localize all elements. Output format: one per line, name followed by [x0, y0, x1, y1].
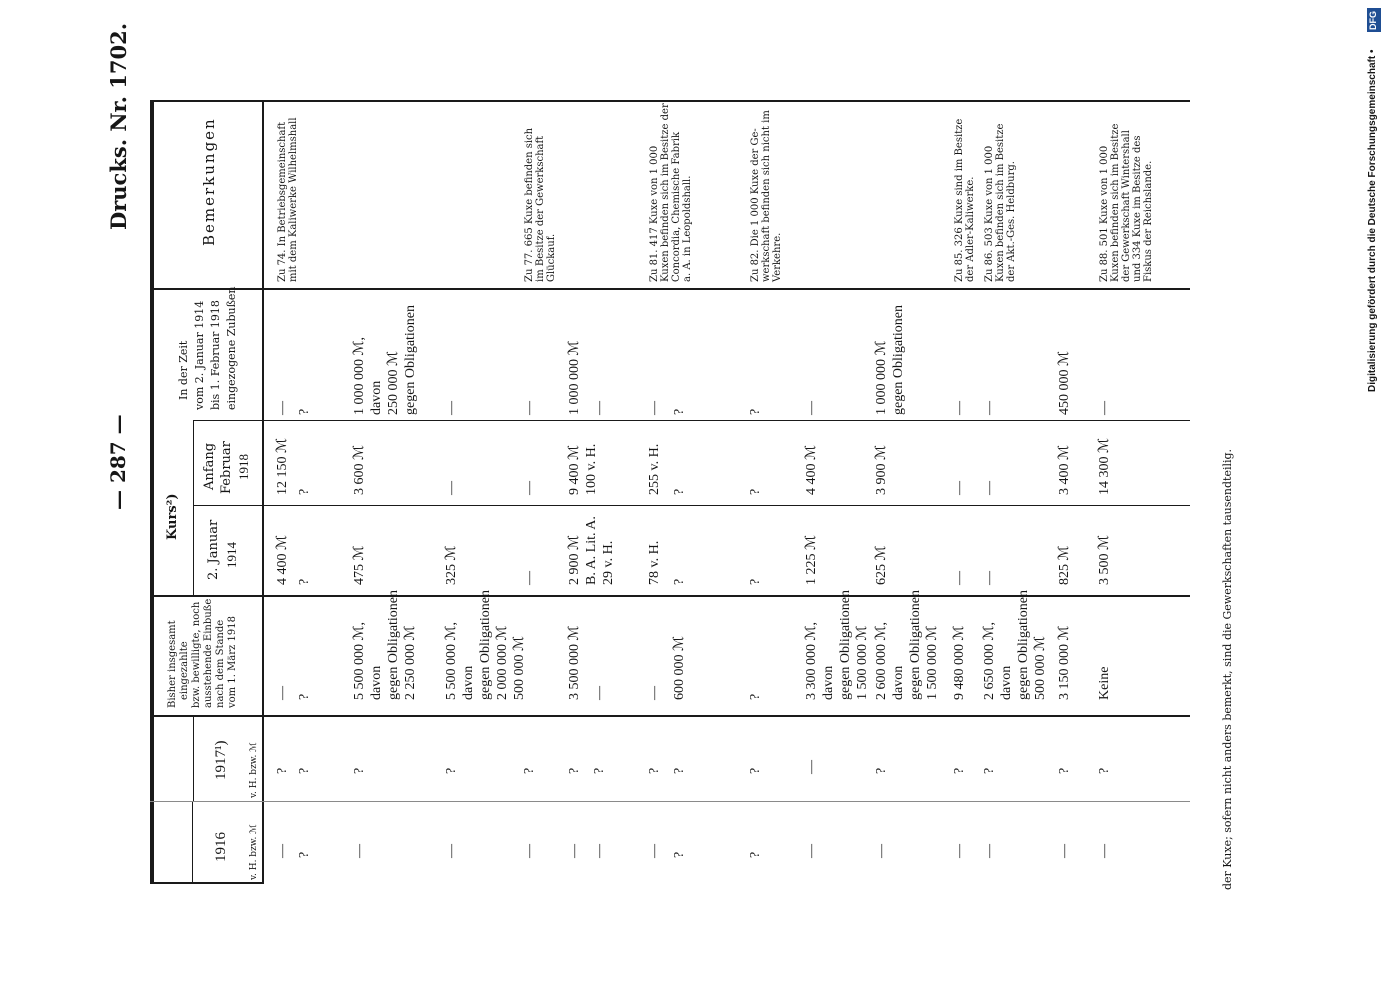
cell-remark: und 334 Kuxe im Besitze des [1132, 135, 1143, 282]
cell-jan1914: 325 ℳ [444, 545, 459, 585]
cell-feb1918: ? [297, 488, 312, 495]
cell-paid: 3 300 000 ℳ, [804, 622, 819, 700]
cell-y1917: ? [982, 767, 997, 774]
cell-y1916: — [804, 844, 819, 858]
cell-zubussen: — [647, 401, 662, 415]
digitization-credit: Digitalisierung gefördert durch die Deutsche Forschungsgemeinschaft • [1367, 49, 1378, 392]
page-number: — 287 — [106, 414, 130, 510]
cell-paid: 2 000 000 ℳ [495, 625, 510, 700]
cell-jan1914: 625 ℳ [874, 545, 889, 585]
dfg-logo: DFG [1367, 8, 1381, 32]
col-header-1916: 1916 [213, 832, 229, 862]
cell-paid: — [647, 686, 662, 700]
cell-feb1918: — [952, 481, 967, 495]
cell-zubussen: — [1097, 401, 1112, 415]
cell-remark: Kuxen befinden sich im Besitze [995, 123, 1006, 282]
col-header-zubussen-3: bis 1. Februar 1918 [209, 300, 222, 410]
cell-remark: Verkehre. [772, 232, 783, 282]
cell-feb1918: 3 400 ℳ [1057, 445, 1072, 495]
cell-jan1914: — [952, 571, 967, 585]
col-header-paid-1: Bisher insgesamt [167, 620, 178, 708]
cell-y1916: — [1057, 844, 1072, 858]
cell-feb1918: — [522, 481, 537, 495]
cell-paid: ? [748, 693, 763, 700]
cell-zubussen: 1 000 000 ℳ, [352, 337, 367, 415]
cell-remark: Kuxen befinden sich im Besitze [1110, 123, 1121, 282]
cell-feb1918: ? [748, 488, 763, 495]
cell-y1916: — [592, 844, 607, 858]
cell-remark: im Besitze der Gewerkschaft [535, 135, 546, 282]
cell-zubussen: ? [672, 408, 687, 415]
cell-y1917: ? [647, 767, 662, 774]
cell-y1916: — [952, 844, 967, 858]
cell-paid: 1 500 000 ℳ [925, 625, 940, 700]
cell-remark: Zu 81. 417 Kuxe von 1 000 [649, 145, 660, 282]
cell-remark: Zu 77. 665 Kuxe befinden sich [524, 127, 535, 282]
cell-feb1918: 4 400 ℳ [804, 445, 819, 495]
col-header-paid-6: vom 1. März 1918 [227, 616, 238, 708]
cell-paid: 5 500 000 ℳ, [352, 622, 367, 700]
cell-jan1914: 78 v. H. [647, 540, 662, 585]
cell-y1917: ? [567, 767, 582, 774]
cell-y1917: ? [672, 767, 687, 774]
cell-y1916: — [444, 844, 459, 858]
cell-paid: davon [821, 665, 836, 700]
cell-zubussen: — [952, 401, 967, 415]
cell-y1917: — [804, 760, 819, 774]
col-subheader-1917: v. H. bzw. ℳ [249, 742, 259, 798]
cell-zubussen: — [982, 401, 997, 415]
cell-zubussen: — [522, 401, 537, 415]
cell-zubussen: — [275, 401, 290, 415]
cell-paid: davon [891, 665, 906, 700]
cell-remark: Concordia, Chemische Fabrik [671, 131, 682, 282]
cell-zubussen: — [592, 401, 607, 415]
cell-jan1914: 4 400 ℳ [275, 535, 290, 585]
cell-paid: 3 500 000 ℳ [567, 625, 582, 700]
cell-y1916: — [647, 844, 662, 858]
cell-paid: davon [369, 665, 384, 700]
cell-remark: der Akt.-Ges. Heldburg. [1006, 161, 1017, 282]
cell-remark: Kuxen befinden sich im Besitze der [660, 103, 671, 282]
cell-jan1914: 2 900 ℳ [567, 535, 582, 585]
cell-y1917: ? [275, 767, 290, 774]
col-header-feb1918-1: Anfang [202, 442, 217, 490]
col-header-paid-3: bzw. bewilligte, noch [191, 601, 202, 708]
cell-remark: Fiskus der Reichslande. [1143, 160, 1154, 282]
cell-paid: gegen Obligationen [908, 589, 923, 700]
cell-paid: 2 650 000 ℳ, [982, 622, 997, 700]
cell-remark: der Gewerkschaft Wintershall [1121, 130, 1132, 282]
cell-jan1914: 1 225 ℳ [804, 535, 819, 585]
col-header-zubussen-1: In der Zeit [177, 340, 190, 400]
cell-paid: gegen Obligationen [386, 589, 401, 700]
cell-jan1914: ? [748, 578, 763, 585]
cell-paid: 5 500 000 ℳ, [444, 622, 459, 700]
cell-feb1918: 9 400 ℳ [567, 445, 582, 495]
cell-zubussen: gegen Obligationen [891, 304, 906, 415]
cell-jan1914: 29 v. H. [601, 540, 616, 585]
col-header-paid-5: nach dem Stande [215, 619, 226, 708]
cell-feb1918: 14 300 ℳ [1097, 438, 1112, 495]
cell-y1917: ? [952, 767, 967, 774]
cell-remark: mit dem Kaliwerke Wilhelmshall [288, 117, 299, 282]
cell-y1916: — [522, 844, 537, 858]
cell-jan1914: 475 ℳ [352, 545, 367, 585]
cell-zubussen: 1 000 000 ℳ [874, 340, 889, 415]
cell-jan1914: B. A. Lit. A. [584, 516, 599, 585]
cell-jan1914: — [982, 571, 997, 585]
col-header-kurs: Kurs²) [165, 493, 180, 540]
col-header-paid-4: ausstehende Einbuße [203, 598, 214, 708]
cell-paid: Keine [1097, 666, 1112, 700]
cell-remark: Zu 85. 326 Kuxe sind im Besitze [954, 118, 965, 282]
cell-paid: — [275, 686, 290, 700]
cell-remark: Glückauf. [546, 233, 557, 282]
cell-y1916: — [874, 844, 889, 858]
cell-remark: der Adler-Kaliwerke. [965, 176, 976, 282]
col-header-feb1918-3: 1918 [236, 454, 251, 480]
cell-paid: — [592, 686, 607, 700]
cell-y1917: ? [874, 767, 889, 774]
col-header-1917: 1917¹) [213, 740, 229, 780]
cell-paid: 500 000 ℳ [512, 636, 527, 700]
col-header-bemerkungen: Bemerkungen [200, 117, 218, 246]
cell-feb1918: — [982, 481, 997, 495]
cell-y1917: ? [444, 767, 459, 774]
cell-remark: Zu 88. 501 Kuxe von 1 000 [1099, 145, 1110, 282]
cell-feb1918: 255 v. H. [647, 443, 662, 495]
cell-paid: ? [297, 693, 312, 700]
col-subheader-1916: v. H. bzw. ℳ [249, 824, 259, 880]
cell-zubussen: ? [297, 408, 312, 415]
cell-paid: 3 150 000 ℳ [1057, 625, 1072, 700]
cell-paid: davon [999, 665, 1014, 700]
cell-y1917: ? [592, 767, 607, 774]
cell-zubussen: — [804, 401, 819, 415]
cell-y1917: ? [748, 767, 763, 774]
cell-y1916: — [982, 844, 997, 858]
cell-paid: gegen Obligationen [1016, 589, 1031, 700]
cell-zubussen: gegen Obligationen [403, 304, 418, 415]
cell-zubussen: davon [369, 380, 384, 415]
cell-y1916: — [352, 844, 367, 858]
cell-paid: davon [461, 665, 476, 700]
drucksache-number: Drucks. Nr. 1702. [106, 22, 131, 230]
cell-paid: 1 500 000 ℳ [855, 625, 870, 700]
cell-y1916: — [567, 844, 582, 858]
cell-y1916: ? [748, 851, 763, 858]
cell-feb1918: 3 600 ℳ [352, 445, 367, 495]
cell-jan1914: 3 500 ℳ [1097, 535, 1112, 585]
cell-remark: Zu 86. 503 Kuxe von 1 000 [984, 145, 995, 282]
col-header-paid-2: eingezahlte [179, 641, 190, 700]
cell-paid: 600 000 ℳ [672, 636, 687, 700]
cell-feb1918: ? [672, 488, 687, 495]
cell-y1917: ? [1057, 767, 1072, 774]
cell-paid: gegen Obligationen [838, 589, 853, 700]
cell-y1917: ? [352, 767, 367, 774]
cell-feb1918: — [444, 481, 459, 495]
col-header-zubussen-2: vom 2. Januar 1914 [193, 300, 206, 410]
cell-y1916: ? [672, 851, 687, 858]
cell-feb1918: 12 150 ℳ [275, 438, 290, 495]
cell-paid: gegen Obligationen [478, 589, 493, 700]
cell-y1916: — [1097, 844, 1112, 858]
cell-y1917: ? [297, 767, 312, 774]
col-header-jan1914-1: 2. Januar [206, 519, 221, 580]
cell-zubussen: 250 000 ℳ [386, 351, 401, 415]
col-header-feb1918-2: Februar [219, 441, 234, 494]
cell-zubussen: 450 000 ℳ [1057, 351, 1072, 415]
cell-y1917: ? [522, 767, 537, 774]
cell-paid: 9 480 000 ℳ [952, 625, 967, 700]
cell-paid: 2 600 000 ℳ, [874, 622, 889, 700]
col-header-jan1914-2: 1914 [224, 542, 239, 568]
cell-feb1918: 100 v. H. [584, 443, 599, 495]
cell-feb1918: 3 900 ℳ [874, 445, 889, 495]
footnote: der Kuxe; sofern nicht anders bemerkt, sind die Gewerkschaften tausendteilig. [1221, 448, 1234, 890]
cell-jan1914: — [522, 571, 537, 585]
cell-remark: Zu 82. Die 1 000 Kuxe der Ge- [750, 128, 761, 282]
cell-paid: 500 000 ℳ [1033, 636, 1048, 700]
cell-remark: Zu 74. In Betriebsgemeinschaft [277, 121, 288, 282]
cell-paid: 2 250 000 ℳ [403, 625, 418, 700]
cell-remark: werkschaft befinden sich nicht im [761, 110, 772, 282]
cell-zubussen: ? [748, 408, 763, 415]
cell-zubussen: 1 000 000 ℳ [567, 340, 582, 415]
cell-zubussen: — [444, 401, 459, 415]
col-header-zubussen-4: eingezogene Zubußen [225, 286, 238, 410]
cell-y1917: ? [1097, 767, 1112, 774]
cell-jan1914: ? [297, 578, 312, 585]
cell-jan1914: ? [672, 578, 687, 585]
cell-y1916: — [275, 844, 290, 858]
cell-remark: a. A. in Leopoldshall. [682, 175, 693, 282]
cell-y1916: ? [297, 851, 312, 858]
cell-jan1914: 825 ℳ [1057, 545, 1072, 585]
